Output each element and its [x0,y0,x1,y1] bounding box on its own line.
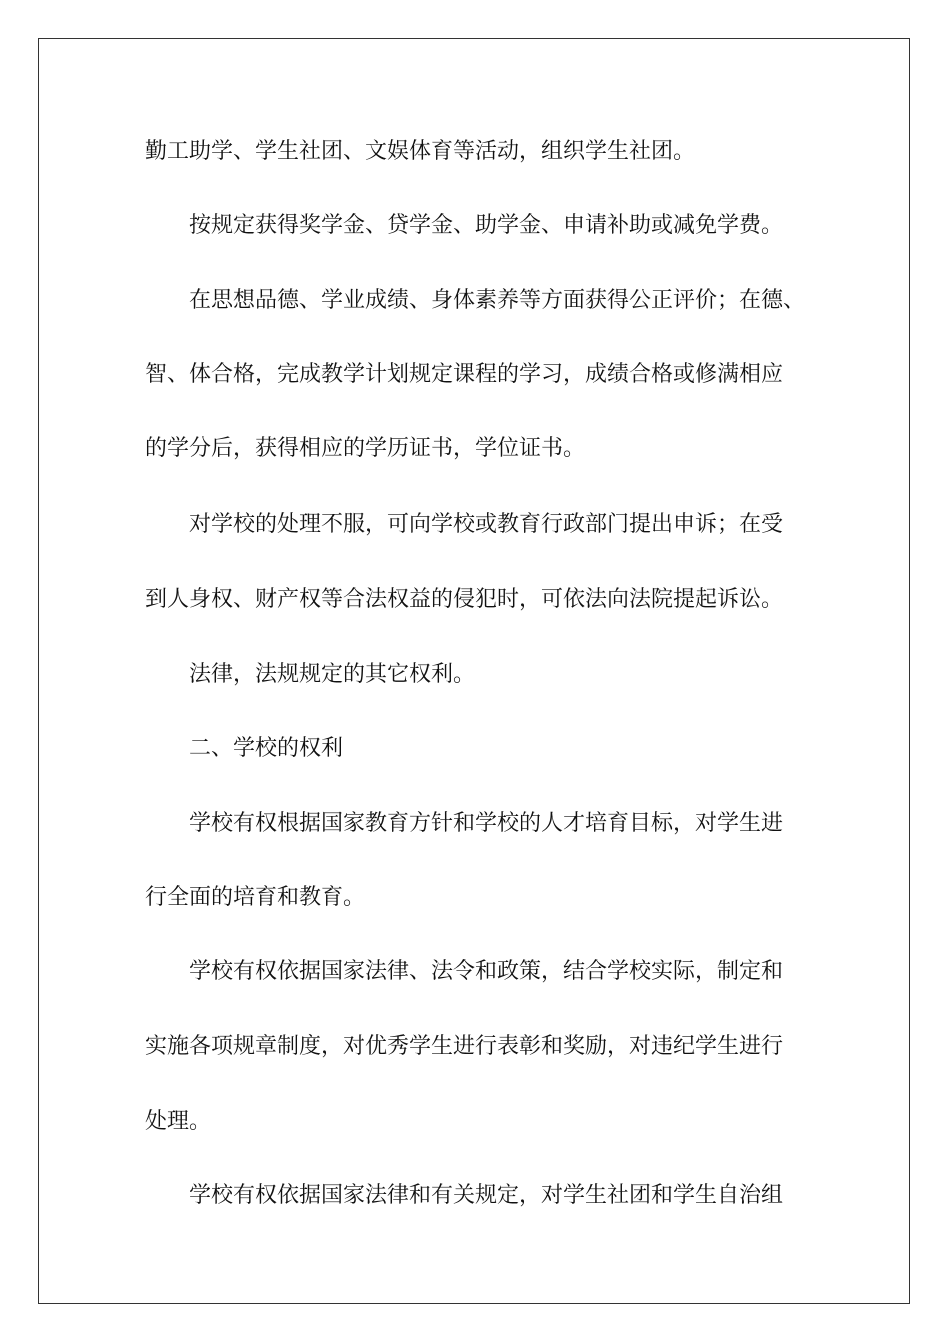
text-line: 法律，法规规定的其它权利。 [189,662,476,687]
text-line: 行全面的培育和教育。 [145,885,366,910]
text-line: 按规定获得奖学金、贷学金、助学金、申请补助或减免学费。 [189,213,784,238]
text-line: 处理。 [145,1109,212,1134]
text-line: 学校有权依据国家法律、法令和政策，结合学校实际，制定和 [189,959,784,984]
text-line: 学校有权根据国家教育方针和学校的人才培育目标，对学生进 [189,811,784,836]
text-line: 实施各项规章制度，对优秀学生进行表彰和奖励，对违纪学生进行 [145,1034,784,1059]
text-line: 勤工助学、学生社团、文娱体育等活动，组织学生社团。 [145,139,696,164]
text-line: 智、体合格，完成教学计划规定课程的学习，成绩合格或修满相应 [145,362,784,387]
text-line: 到人身权、财产权等合法权益的侵犯时，可依法向法院提起诉讼。 [145,587,784,612]
section-heading: 二、学校的权利 [189,736,344,761]
text-line: 在思想品德、学业成绩、身体素养等方面获得公正评价；在德、 [189,288,806,313]
text-line: 的学分后，获得相应的学历证书，学位证书。 [145,436,586,461]
text-line: 对学校的处理不服，可向学校或教育行政部门提出申诉；在受 [189,512,784,537]
text-line: 学校有权依据国家法律和有关规定，对学生社团和学生自治组 [189,1183,784,1208]
